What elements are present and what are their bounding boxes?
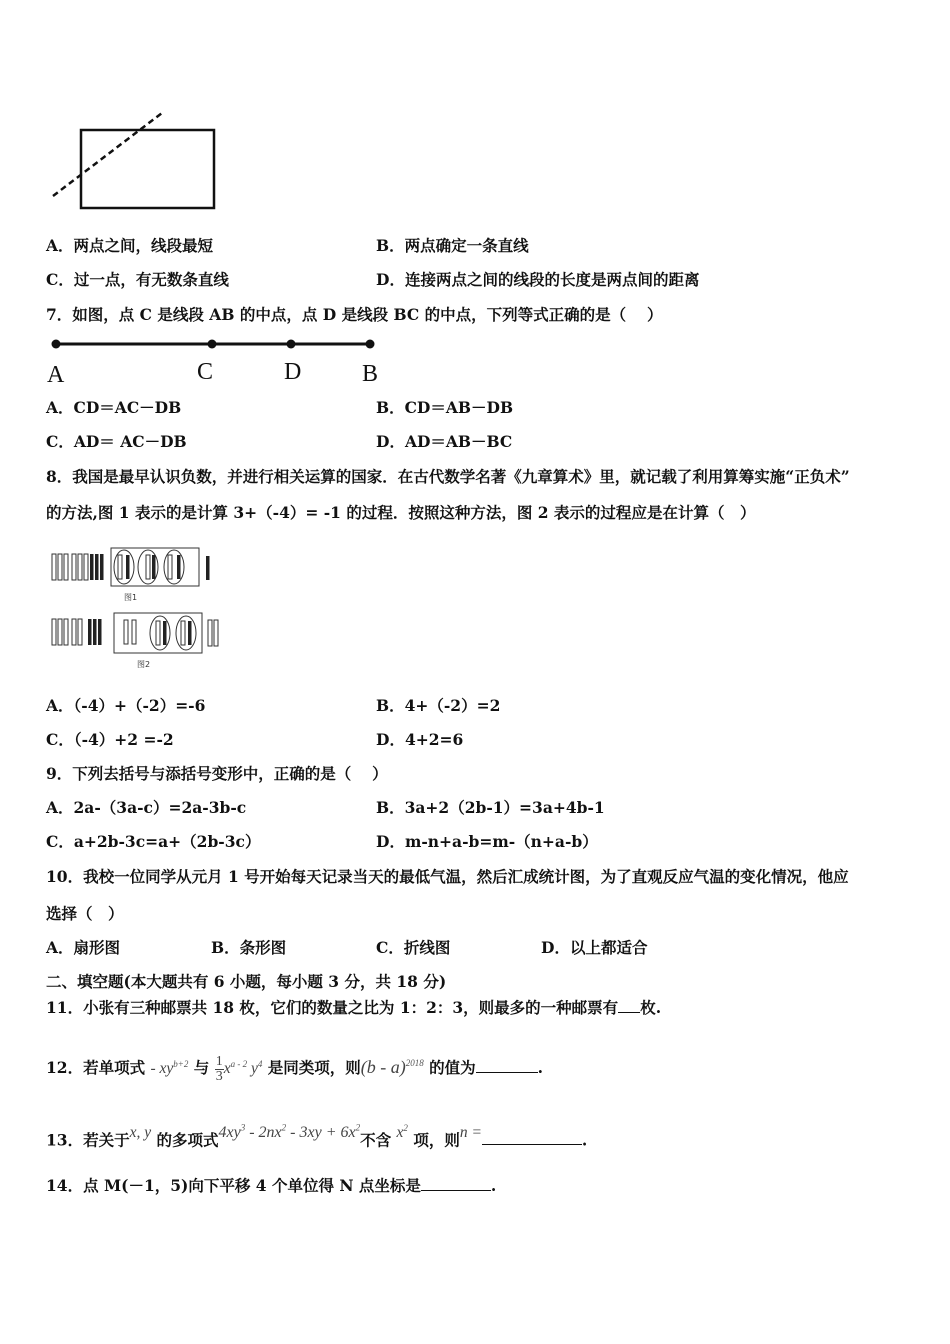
q6-option-a: A．两点之间，线段最短 [46, 236, 214, 255]
counting-rods-figure-2 [48, 610, 228, 656]
rods-left-group [52, 554, 88, 580]
q13-answer-blank[interactable] [482, 1130, 582, 1145]
q14-answer-blank[interactable] [421, 1176, 491, 1191]
q12-expression: (b - a)$^{2018}$ [360, 1057, 424, 1077]
q10-stem-line2: 选择（ ） [46, 904, 124, 923]
rectangle-shape [81, 130, 214, 208]
q7-stem: 7．如图，点 C 是线段 AB 的中点，点 D 是线段 BC 的中点，下列等式正确的是（ ） [46, 305, 663, 324]
q6-option-d: D．连接两点之间的线段的长度是两点间的距离 [376, 270, 700, 289]
q13-vars: x, y [129, 1124, 152, 1142]
q12-lead: 12．若单项式 [46, 1058, 146, 1077]
q9-option-c: C．a+2b-3c=a+（2b-3c） [46, 832, 261, 851]
q10-option-c: C．折线图 [376, 938, 451, 957]
q12-monomial-2: $x^{a - 2}$ $y^4$ [223, 1058, 263, 1077]
q13-end: . [581, 1130, 588, 1150]
q7-option-d: D．AD＝AB－BC [376, 432, 513, 451]
q8-stem-line1: 8．我国是最早认识负数，并进行相关运算的国家．在古代数学名著《九章算术》里，就记载了利用算筹实施“正负术” [46, 467, 850, 486]
q12-and: 与 [193, 1058, 210, 1077]
q8-option-d: D．4+2=6 [376, 730, 464, 749]
q13-term: $x^2$ [396, 1123, 408, 1142]
q13-mid3: 项，则 [413, 1130, 460, 1150]
point-b-label: B [362, 361, 379, 387]
q8-option-a: A．（-4）+（-2）=-6 [46, 696, 206, 715]
q13-lead: 13．若关于 [46, 1130, 130, 1150]
point-d-dot [287, 340, 296, 349]
q7-option-b: B．CD＝AB－DB [376, 398, 514, 417]
figure-1-caption: 图1 [124, 593, 138, 602]
q8-option-b: B．4+（-2）=2 [376, 696, 501, 715]
q12-fraction: $\frac{1}{3}$ [215, 1053, 223, 1084]
q9-stem: 9．下列去括号与添括号变形中，正确的是（ ） [46, 764, 388, 783]
point-c-label: C [197, 359, 214, 385]
q9-option-a: A．2a-（3a-c）=2a-3b-c [46, 798, 247, 817]
q12-monomial-1: - $xy^{b+2}$ [150, 1058, 189, 1077]
figure-2-caption: 图2 [137, 660, 151, 669]
q12-mid: 是同类项，则 [267, 1058, 361, 1077]
q6-figure [48, 108, 228, 218]
q11-text: 11．小张有三种邮票共 18 枚，它们的数量之比为 1：2：3，则最多的一种邮票有 [46, 998, 619, 1017]
dashed-line [53, 113, 162, 196]
point-a-label: A [47, 362, 65, 388]
point-c-dot [208, 340, 217, 349]
q6-option-b: B．两点确定一条直线 [376, 236, 529, 255]
counting-rods-figure-1 [48, 546, 220, 590]
q10-option-a: A．扇形图 [46, 938, 121, 957]
q9-option-b: B．3a+2（2b-1）=3a+4b-1 [376, 798, 605, 817]
section-2-heading: 二、填空题(本大题共有 6 小题，每小题 3 分，共 18 分) [46, 972, 447, 991]
q7-option-a: A．CD＝AC－DB [46, 398, 182, 417]
q13-mid1: 的多项式 [156, 1130, 219, 1150]
q13-polynomial: $4xy^3 - 2nx^2 - 3xy + 6x^2$ [218, 1123, 361, 1142]
q10-option-d: D．以上都适合 [541, 938, 648, 957]
q14-line [46, 1176, 496, 1196]
q9-option-d: D．m-n+a-b=m-（n+a-b） [376, 832, 598, 851]
q11-line [46, 998, 661, 1018]
q13-mid2: 不含 [360, 1130, 392, 1150]
q12-tail: 的值为 [429, 1058, 476, 1077]
point-d-label: D [284, 359, 302, 385]
rods-black-group [90, 554, 104, 580]
q7-option-c: C．AD＝ AC－DB [46, 432, 187, 451]
point-a-dot [52, 340, 61, 349]
q8-stem-line2: 的方法,图 1 表示的是计算 3+（-4）= -1 的过程．按照这种方法，图 2 表示的过程应是在计算（ ） [46, 503, 756, 522]
q12-answer-blank[interactable] [476, 1058, 538, 1073]
q8-option-c: C．（-4）+2 =-2 [46, 730, 174, 749]
q11-answer-blank[interactable] [618, 998, 640, 1013]
q14-end: . [490, 1176, 497, 1195]
q11-tail: 枚. [640, 998, 662, 1017]
q13-n-var: n = [459, 1124, 482, 1142]
q10-option-b: B．条形图 [211, 938, 287, 957]
point-b-dot [366, 340, 375, 349]
q12-line [46, 1047, 543, 1085]
q6-option-c: C．过一点，有无数条直线 [46, 270, 229, 289]
q12-end: . [537, 1058, 544, 1077]
q14-text: 14．点 M(－1，5)向下平移 4 个单位得 N 点坐标是 [46, 1176, 421, 1195]
q10-stem-line1: 10．我校一位同学从元月 1 号开始每天记录当天的最低气温，然后汇成统计图，为了直观反应气温的变化情况，他应 [46, 867, 849, 886]
q7-segment-figure [48, 336, 378, 352]
q13-line [46, 1120, 587, 1157]
